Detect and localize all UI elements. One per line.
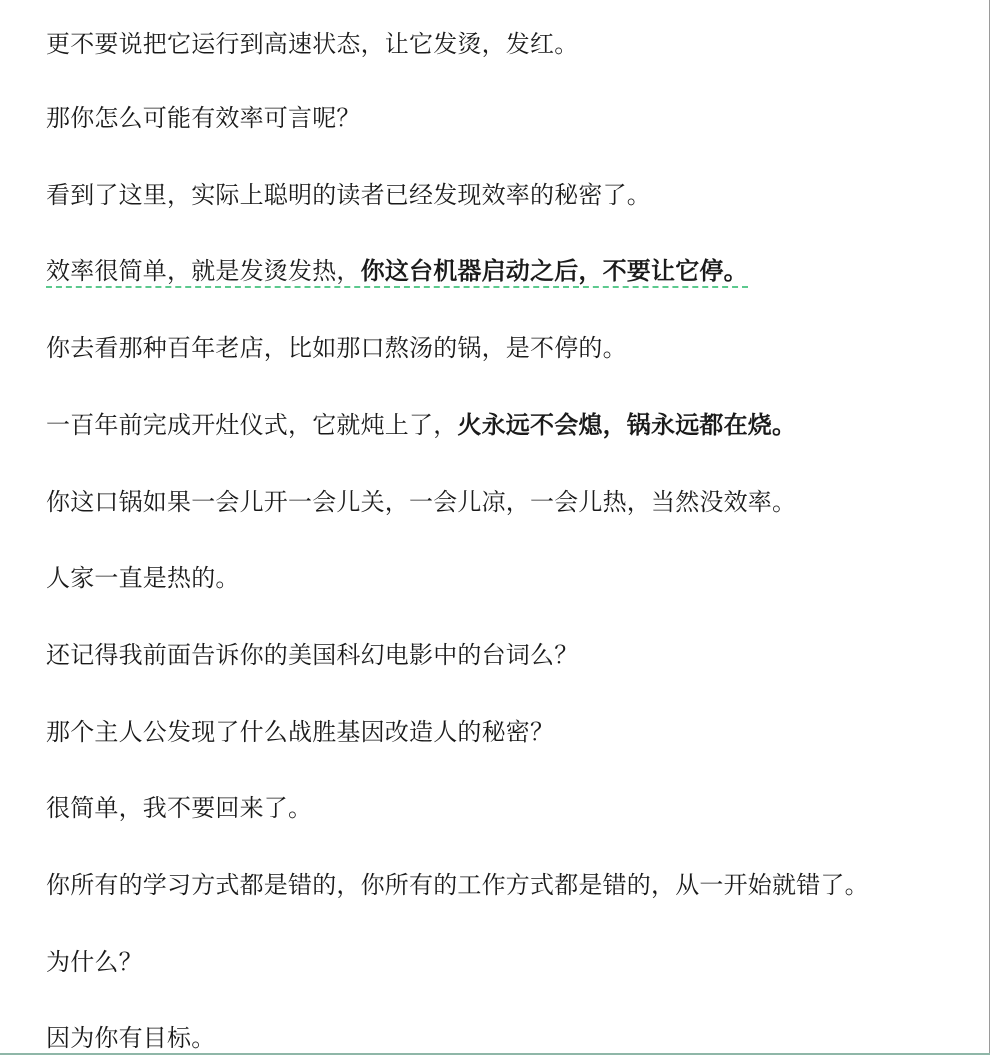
paragraph-6-plain: 一百年前完成开灶仪式，它就炖上了， — [46, 411, 458, 439]
paragraph-4 — [46, 254, 748, 288]
paragraph-13: 为什么？ — [46, 948, 143, 976]
paragraph-12: 你所有的学习方式都是错的，你所有的工作方式都是错的，从一开始就错了。 — [46, 871, 869, 899]
paragraph-7: 你这口锅如果一会儿开一会儿关，一会儿凉，一会儿热，当然没效率。 — [46, 488, 797, 516]
annotated-sentence[interactable] — [46, 257, 748, 288]
paragraph-2: 那你怎么可能有效率可言呢？ — [46, 104, 361, 132]
paragraph-1: 更不要说把它运行到高速状态，让它发烫，发红。 — [46, 30, 579, 58]
paragraph-6-bold: 火永远不会熄，锅永远都在烧。 — [457, 411, 797, 439]
paragraph-9: 还记得我前面告诉你的美国科幻电影中的台词么？ — [46, 641, 579, 669]
paragraph-4-plain: 效率很简单，就是发烫发热， — [46, 257, 361, 285]
paragraph-11: 很简单，我不要回来了。 — [46, 794, 313, 822]
paragraph-5: 你去看那种百年老店，比如那口熬汤的锅，是不停的。 — [46, 334, 627, 362]
paragraph-8: 人家一直是热的。 — [46, 564, 240, 592]
paragraph-10: 那个主人公发现了什么战胜基因改造人的秘密？ — [46, 718, 555, 746]
paragraph-3: 看到了这里，实际上聪明的读者已经发现效率的秘密了。 — [46, 181, 651, 209]
paragraph-6 — [46, 408, 796, 442]
paragraph-14: 因为你有目标。 — [46, 1024, 216, 1052]
paragraph-4-bold: 你这台机器启动之后，不要让它停。 — [360, 257, 748, 285]
